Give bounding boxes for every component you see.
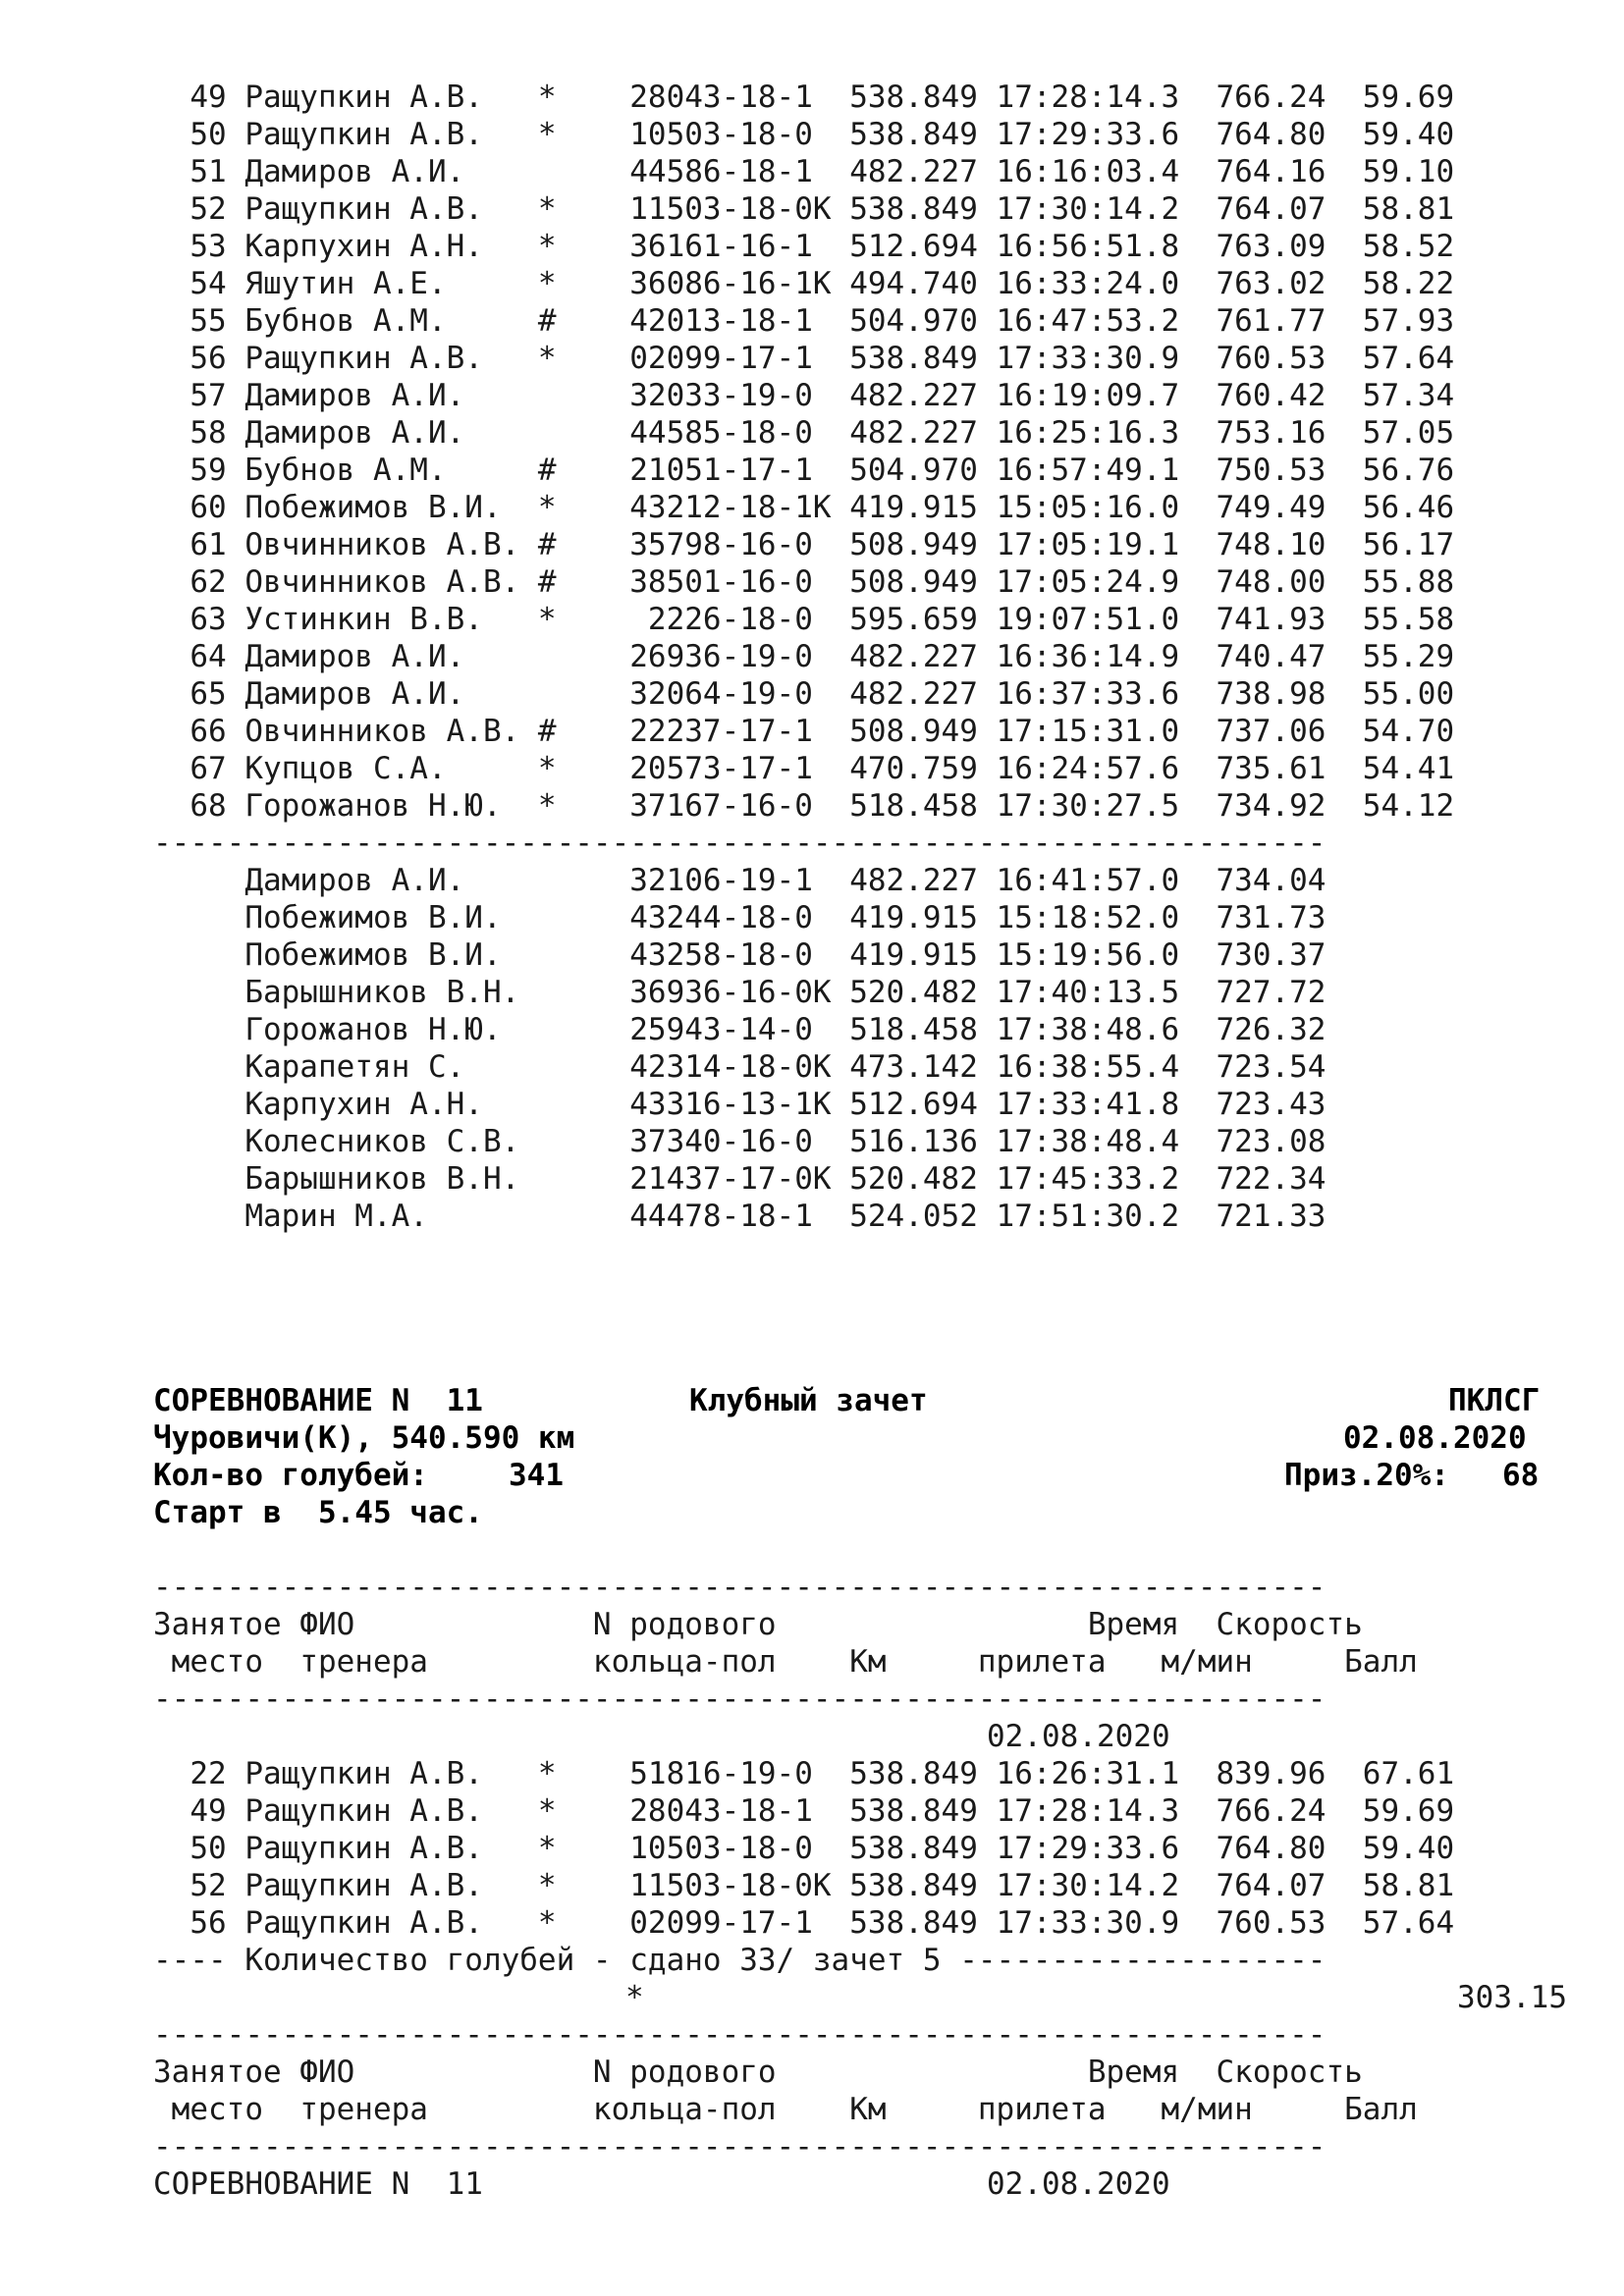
team-results-table [153, 1755, 1454, 1942]
column-header: Занятое ФИО N родового Время Скорость место тренера кольца-пол Км прилета м/мин Балл [153, 1607, 1418, 1680]
result-row: 63 Устинкин В.В. * 2226-18-0 595.659 19:07:51.0 741.93 55.58 [189, 602, 1455, 637]
team-summary-line: ---- Количество голубей - сдано 33/ зачет 5 -------------------- [153, 1943, 1326, 1978]
results-table-top [153, 79, 1454, 825]
column-header: Занятое ФИО N родового Время Скорость место тренера кольца-пол Км прилета м/мин Балл [153, 2055, 1418, 2127]
results-table-unplaced [153, 862, 1326, 1235]
result-row-unplaced: Горожанов Н.Ю. 25943-14-0 518.458 17:38:48.6 726.32 [244, 1012, 1326, 1047]
result-row: 51 Дамиров А.И. 44586-18-1 482.227 16:16:03.4 764.16 59.10 [189, 154, 1455, 189]
result-row: 55 Бубнов А.М. # 42013-18-1 504.970 16:47:53.2 761.77 57.93 [189, 303, 1455, 339]
result-row: 68 Горожанов Н.Ю. * 37167-16-0 518.458 17:30:27.5 734.92 54.12 [153, 788, 1455, 824]
result-row: 61 Овчинников А.В. # 35798-16-0 508.949 17:05:19.1 748.10 56.17 [189, 527, 1455, 562]
result-row: 57 Дамиров А.И. 32033-19-0 482.227 16:19:09.7 760.42 57.34 [189, 378, 1455, 413]
team-result-row: 52 Ращупкин А.В. * 11503-18-0К 538.849 17:30:14.2 764.07 58.81 [189, 1868, 1455, 1903]
competition-date: 02.08.2020 [1343, 1420, 1527, 1456]
result-row: 53 Карпухин А.Н. * 36161-16-1 512.694 16:56:51.8 763.09 58.52 [189, 229, 1455, 264]
result-row: 58 Дамиров А.И. 44585-18-0 482.227 16:25:16.3 753.16 57.05 [189, 415, 1455, 451]
team-section-date: 02.08.2020 [987, 1719, 1170, 1754]
footer-title: СОРЕВНОВАНИЕ N 11 [153, 2166, 483, 2202]
team-total-points: 303.15 [1457, 1980, 1567, 2015]
footer-date: 02.08.2020 [987, 2166, 1170, 2202]
result-row: 52 Ращупкин А.В. * 11503-18-0К 538.849 17:30:14.2 764.07 58.81 [189, 191, 1455, 227]
team-total-mark: * [625, 1980, 644, 2015]
separator-line: ---------------------------------------------------------------- [153, 2017, 1326, 2053]
result-row: 67 Купцов С.А. * 20573-17-1 470.759 16:24:57.6 735.61 54.41 [189, 751, 1455, 786]
separator-line: ---------------------------------------------------------------- [153, 826, 1326, 861]
result-row: 59 Бубнов А.М. # 21051-17-1 504.970 16:57:49.1 750.53 56.76 [189, 453, 1455, 488]
team-result-row: 22 Ращупкин А.В. * 51816-19-0 538.849 16:26:31.1 839.96 67.61 [189, 1756, 1455, 1791]
result-row: 60 Побежимов В.И. * 43212-18-1К 419.915 15:05:16.0 749.49 56.46 [189, 490, 1455, 525]
result-row: 64 Дамиров А.И. 26936-19-0 482.227 16:36:14.9 740.47 55.29 [189, 639, 1455, 674]
team-result-row: 49 Ращупкин А.В. * 28043-18-1 538.849 17:28:14.3 766.24 59.69 [189, 1793, 1455, 1829]
route-label: Чуровичи(К), 540.590 км [153, 1420, 575, 1456]
birds-count-value: 341 [509, 1458, 564, 1493]
result-row-unplaced: Побежимов В.И. 43258-18-0 419.915 15:19:56.0 730.37 [244, 937, 1326, 973]
result-row: 62 Овчинников А.В. # 38501-16-0 508.949 17:05:24.9 748.00 55.88 [189, 564, 1455, 600]
result-row: 49 Ращупкин А.В. * 28043-18-1 538.849 17:28:14.3 766.24 59.69 [189, 80, 1455, 115]
competition-title: СОРЕВНОВАНИЕ N 11 [153, 1383, 483, 1418]
start-time-label: Старт в 5.45 час. [153, 1495, 483, 1530]
separator-line: ---------------------------------------------------------------- [153, 1682, 1326, 1717]
birds-count-label: Кол-во голубей: [153, 1458, 428, 1493]
prize-value: 68 [1502, 1458, 1540, 1493]
result-row-unplaced: Дамиров А.И. 32106-19-1 482.227 16:41:57.0 734.04 [244, 863, 1326, 898]
result-row-unplaced: Барышников В.Н. 21437-17-0К 520.482 17:45:33.2 722.34 [244, 1161, 1326, 1197]
result-row: 66 Овчинников А.В. # 22237-17-1 508.949 17:15:31.0 737.06 54.70 [189, 714, 1455, 749]
prize-label: Приз.20%: [1284, 1458, 1449, 1493]
result-row: 54 Яшутин А.Е. * 36086-16-1К 494.740 16:33:24.0 763.02 58.22 [189, 266, 1455, 301]
competition-type: Клубный зачет [689, 1383, 928, 1418]
result-row-unplaced: Карапетян С. 42314-18-0К 473.142 16:38:55.4 723.54 [244, 1049, 1326, 1085]
team-result-row: 56 Ращупкин А.В. * 02099-17-1 538.849 17:33:30.9 760.53 57.64 [153, 1905, 1455, 1941]
organization-label: ПКЛСГ [1448, 1383, 1541, 1418]
separator-line: ---------------------------------------------------------------- [153, 1570, 1326, 1605]
result-row-unplaced: Карпухин А.Н. 43316-13-1К 512.694 17:33:41.8 723.43 [244, 1087, 1326, 1122]
result-row-unplaced: Марин М.А. 44478-18-1 524.052 17:51:30.2 721.33 [153, 1199, 1326, 1234]
result-row: 50 Ращупкин А.В. * 10503-18-0 538.849 17:29:33.6 764.80 59.40 [189, 117, 1455, 152]
result-row: 65 Дамиров А.И. 32064-19-0 482.227 16:37:33.6 738.98 55.00 [189, 676, 1455, 712]
separator-line: ---------------------------------------------------------------- [153, 2129, 1326, 2164]
result-row-unplaced: Колесников С.В. 37340-16-0 516.136 17:38:48.4 723.08 [244, 1124, 1326, 1159]
result-row: 56 Ращупкин А.В. * 02099-17-1 538.849 17:33:30.9 760.53 57.64 [189, 341, 1455, 376]
team-result-row: 50 Ращупкин А.В. * 10503-18-0 538.849 17:29:33.6 764.80 59.40 [189, 1831, 1455, 1866]
result-row-unplaced: Побежимов В.И. 43244-18-0 419.915 15:18:52.0 731.73 [244, 900, 1326, 935]
result-row-unplaced: Барышников В.Н. 36936-16-0К 520.482 17:40:13.5 727.72 [244, 975, 1326, 1010]
